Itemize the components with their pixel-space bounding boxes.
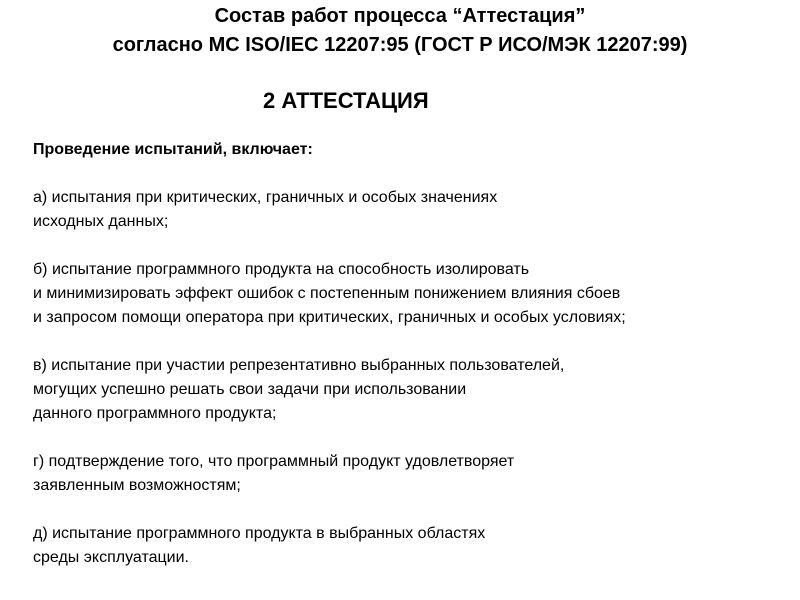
list-item-c bbox=[33, 354, 793, 426]
intro-text: Проведение испытаний, включает: bbox=[33, 141, 313, 158]
list-item-line: и минимизировать эффект ошибок с постепенным понижением влияния сбоев bbox=[33, 285, 621, 302]
list-item-a bbox=[33, 186, 793, 234]
list-item-line: могущих успешно решать свои задачи при использовании bbox=[33, 381, 467, 398]
list-item-line: исходных данных; bbox=[33, 213, 169, 230]
slide-body bbox=[33, 138, 793, 570]
section-heading: 2 АТТЕСТАЦИЯ bbox=[263, 88, 429, 113]
list-item-line: д) испытание программного продукта в выбранных областях bbox=[33, 525, 486, 542]
list-item-line: заявленным возможностям; bbox=[33, 477, 241, 494]
list-item-line: и запросом помощи оператора при критических, граничных и особых условиях; bbox=[33, 309, 626, 326]
list-item-line: данного программного продукта; bbox=[33, 405, 277, 422]
list-item-line: г) подтверждение того, что программный продукт удовлетворяет bbox=[33, 453, 515, 470]
list-item-e bbox=[33, 522, 793, 570]
list-item-b bbox=[33, 258, 793, 330]
slide-title-line-1: Состав работ процесса “Аттестация” bbox=[214, 5, 586, 27]
list-item-d bbox=[33, 450, 793, 498]
list-item-line: в) испытание при участии репрезентативно выбранных пользователей, bbox=[33, 357, 565, 374]
list-item-line: среды эксплуатации. bbox=[33, 549, 189, 566]
slide-title-line-2: согласно МС ISO/IEC 12207:95 (ГОСТ Р ИСО/МЭК 12207:99) bbox=[112, 34, 688, 56]
list-item-line: а) испытания при критических, граничных и особых значениях bbox=[33, 189, 498, 206]
list-item-line: б) испытание программного продукта на способность изолировать bbox=[33, 261, 530, 278]
